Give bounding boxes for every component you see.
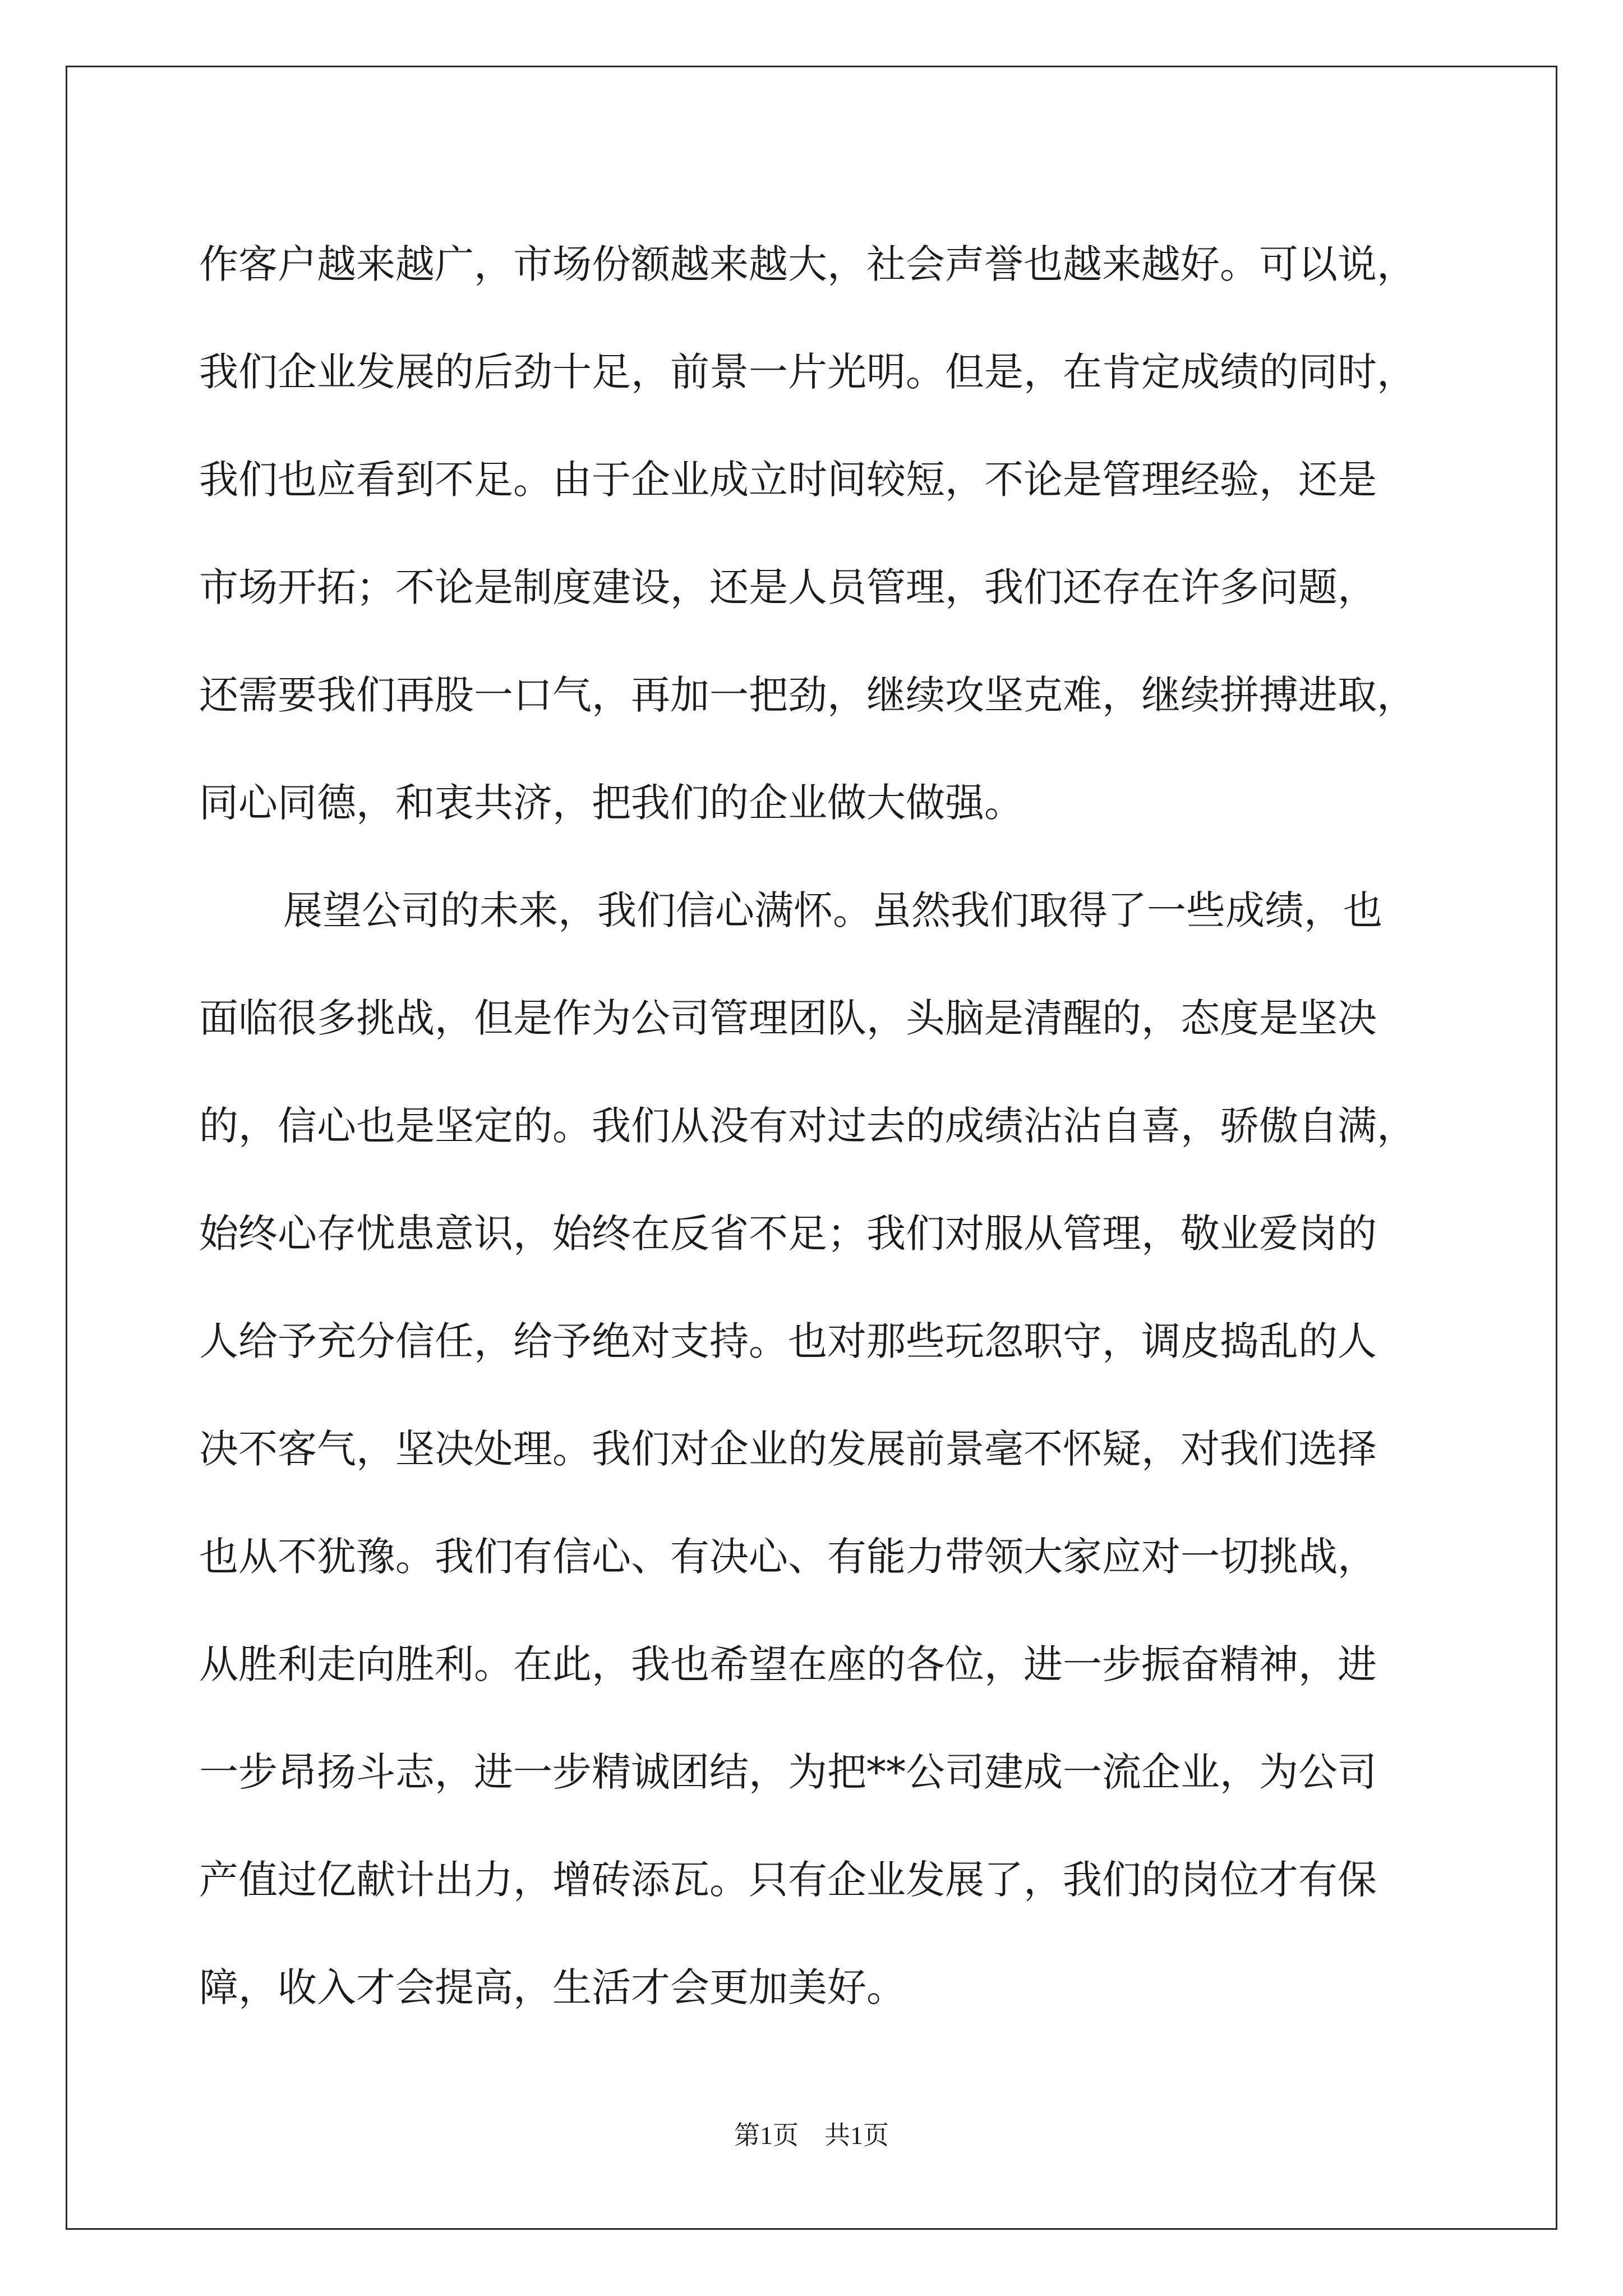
text-line: 还需要我们再股一口气，再加一把劲，继续攻坚克难，继续拼搏进取， xyxy=(199,672,1416,718)
text-line: 产值过亿献计出力，增砖添瓦。只有企业发展了，我们的岗位才有保 xyxy=(199,1857,1377,1903)
text-line: 面临很多挑战，但是作为公司管理团队，头脑是清醒的，态度是坚决 xyxy=(199,995,1377,1041)
document-body xyxy=(199,210,1433,2041)
text-line: 始终心存忧患意识，始终在反省不足；我们对服从管理，敬业爱岗的 xyxy=(199,1211,1377,1257)
text-line: 作客户越来越广，市场份额越来越大，社会声誉也越来越好。可以说， xyxy=(199,241,1416,287)
text-line: 同心同德，和衷共济，把我们的企业做大做强。 xyxy=(199,780,1023,826)
text-line: 障，收入才会提高，生活才会更加美好。 xyxy=(199,1964,906,2010)
text-line: 的，信心也是坚定的。我们从没有对过去的成绩沾沾自喜，骄傲自满， xyxy=(199,1103,1416,1149)
page-footer: 第1页 共1页 xyxy=(734,2121,889,2150)
text-line: 从胜利走向胜利。在此，我也希望在座的各位，进一步振奋精神，进 xyxy=(199,1641,1377,1687)
text-line: 一步昂扬斗志，进一步精诚团结，为把**公司建成一流企业，为公司 xyxy=(199,1749,1377,1795)
text-line: 也从不犹豫。我们有信心、有决心、有能力带领大家应对一切挑战， xyxy=(199,1534,1377,1580)
text-line: 我们也应看到不足。由于企业成立时间较短，不论是管理经验，还是 xyxy=(199,457,1377,503)
text-line: 人给予充分信任，给予绝对支持。也对那些玩忽职守，调皮捣乱的人 xyxy=(199,1318,1377,1364)
text-line: 市场开拓；不论是制度建设，还是人员管理，我们还存在许多问题， xyxy=(199,564,1377,610)
text-line: 决不客气，坚决处理。我们对企业的发展前景毫不怀疑，对我们选择 xyxy=(199,1426,1377,1472)
text-line: 我们企业发展的后劲十足，前景一片光明。但是，在肯定成绩的同时， xyxy=(199,349,1416,395)
paragraph-first-line: 展望公司的未来，我们信心满怀。虽然我们取得了一些成绩，也 xyxy=(283,887,1382,933)
